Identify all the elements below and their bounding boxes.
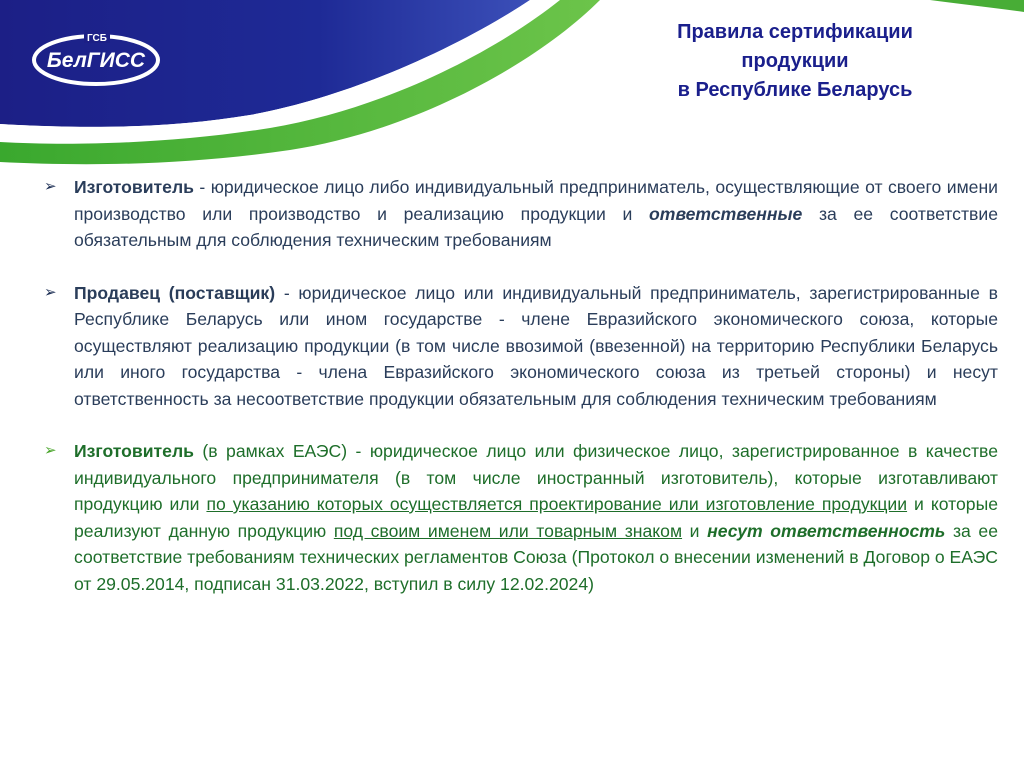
arrow-bullet-icon: ➢ — [44, 178, 57, 195]
term: Изготовитель — [74, 177, 194, 197]
term: Изготовитель — [74, 441, 194, 461]
emphasis: ответственные — [649, 203, 803, 224]
belgiss-logo — [30, 28, 162, 88]
page-title — [610, 18, 980, 105]
definition-text: за ее соответствие требованиям технических регламентов Союза (Протокол о внесении изменений в Договор о ЕАЭС от 29.05.2014, подписан 31.03.2022, вступил в силу 12.02.2024) — [74, 520, 998, 594]
definition-text: и — [682, 520, 708, 541]
logo-text: БелГИСС — [46, 49, 146, 72]
title-line-2: продукции — [741, 50, 849, 72]
definitions-list — [40, 174, 998, 623]
definition-text: и которые реализуют данную продукцию — [74, 494, 998, 541]
term: Продавец (поставщик) — [74, 282, 276, 303]
definition-text: - юридическое лицо или индивидуальный предприниматель, зарегистрированные в Республике Беларусь или ином государстве - члене Евразийского экономического союза, которые осуществляют реализацию продукции (в том числе ввозимой (ввезенной) на территорию Республики Беларусь или иного государства - члена Евразийского экономического союза из третьей стороны) и несут ответственность за несоответствие продукции обязательным для соблюдения техническим требованиям — [74, 282, 998, 409]
title-line-1: Правила сертификации — [677, 21, 913, 43]
logo-mark: ГСБ — [87, 33, 107, 44]
definition-text: - юридическое лицо либо индивидуальный предприниматель, осуществляющие от своего имени производство или производство и реализацию продукции и — [74, 177, 998, 224]
emphasis: несут ответственность — [707, 520, 946, 541]
underlined-text: по указанию которых осуществляется проектирование или изготовление продукции — [206, 494, 908, 514]
arrow-bullet-icon: ➢ — [44, 442, 57, 459]
underlined-text: под своим именем или товарным знаком — [333, 520, 683, 541]
title-line-3: в Республике Беларусь — [677, 79, 913, 101]
definition-manufacturer-eaeu — [40, 438, 998, 597]
arrow-bullet-icon: ➢ — [44, 283, 57, 301]
definition-manufacturer — [40, 174, 998, 254]
definition-seller — [40, 280, 998, 413]
definition-text: за ее соответствие обязательным для соблюдения техническим требованиям — [74, 203, 998, 250]
logo-emblem-icon — [30, 28, 162, 88]
definition-text: (в рамках ЕАЭС) - юридическое лицо или физическое лицо, зарегистрированное в качестве индивидуального предпринимателя (в том числе иностранный изготовитель), которые изготавливают продукцию или — [74, 441, 998, 514]
